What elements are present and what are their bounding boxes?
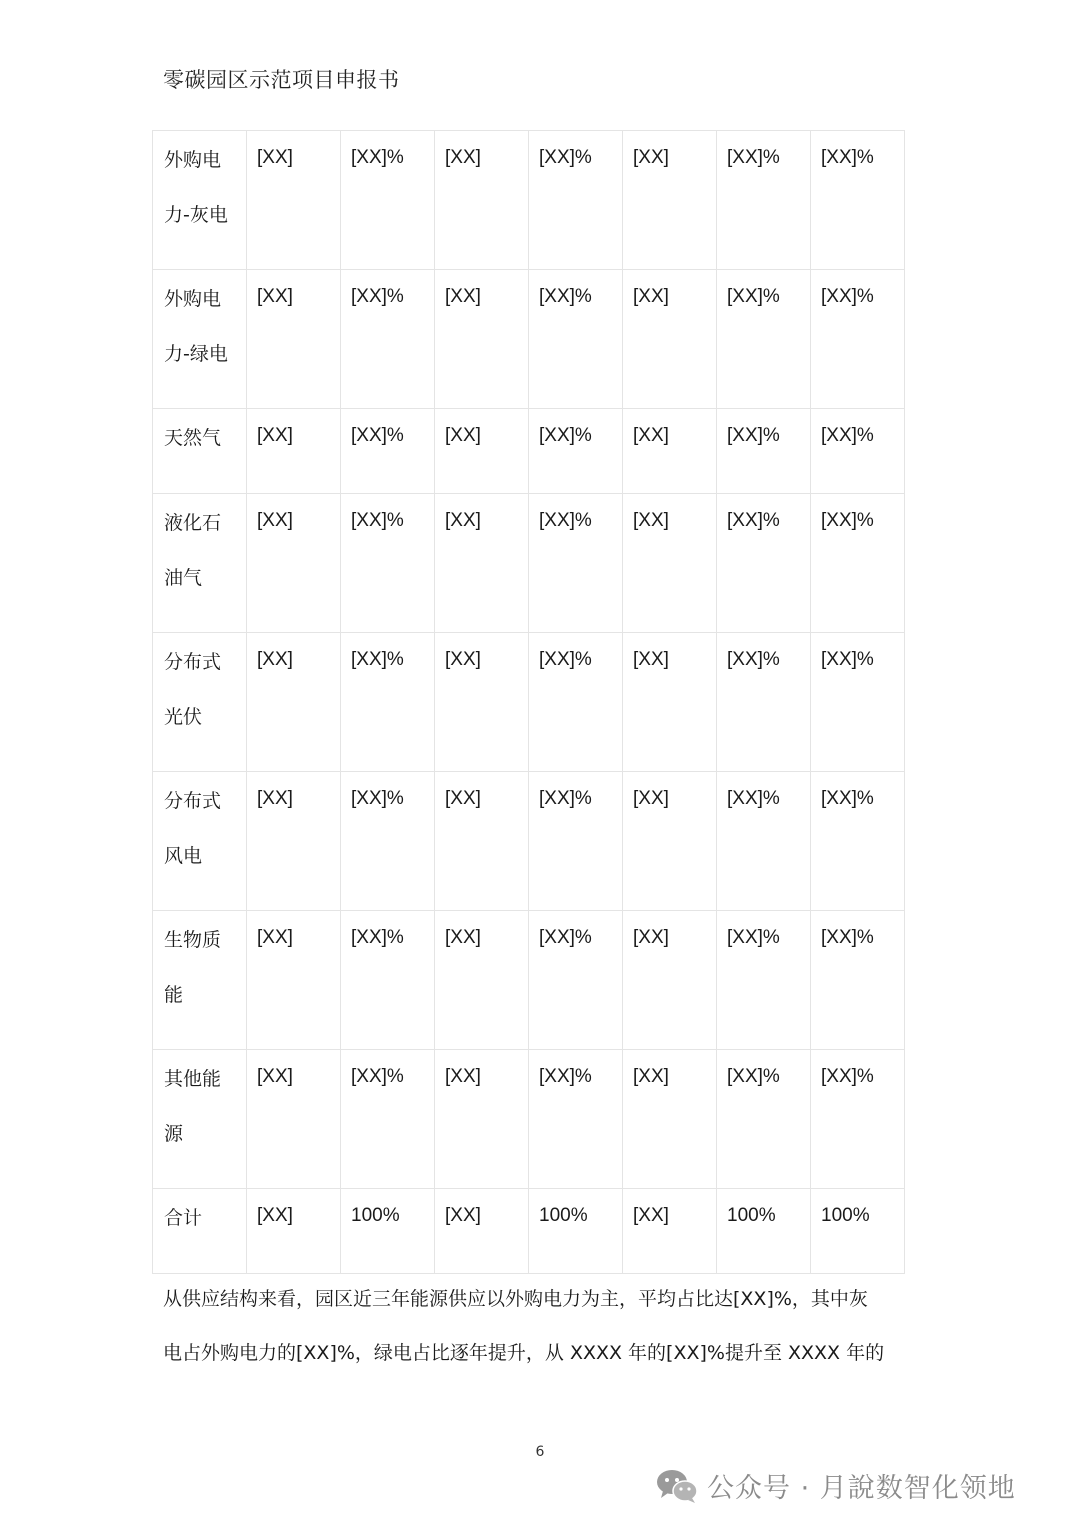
- table-cell: [XX]: [247, 1189, 341, 1274]
- watermark-text: 公众号 · 月說数智化领地: [707, 1473, 1016, 1504]
- table-cell: [XX]%: [811, 1050, 905, 1189]
- table-cell: [XX]%: [717, 409, 811, 494]
- table-cell: [XX]%: [811, 409, 905, 494]
- table-cell: 100%: [529, 1189, 623, 1274]
- table-cell: [XX]%: [529, 772, 623, 911]
- table-cell: [XX]: [435, 1189, 529, 1274]
- row-label: 合计: [153, 1189, 247, 1274]
- table-cell: [XX]%: [529, 131, 623, 270]
- table-cell: [XX]%: [811, 131, 905, 270]
- table-cell: [XX]: [435, 911, 529, 1050]
- table-cell: [XX]%: [717, 494, 811, 633]
- table-cell: [XX]: [623, 911, 717, 1050]
- table-cell: [XX]%: [341, 633, 435, 772]
- row-label: 其他能源: [153, 1050, 247, 1189]
- table-cell: [XX]%: [341, 409, 435, 494]
- table-cell: [XX]%: [717, 131, 811, 270]
- table-cell: [XX]: [623, 1050, 717, 1189]
- table-cell: [XX]: [623, 633, 717, 772]
- table-cell: [XX]: [623, 131, 717, 270]
- table-cell: [XX]: [435, 131, 529, 270]
- table-cell: [XX]%: [811, 911, 905, 1050]
- table-cell: 100%: [341, 1189, 435, 1274]
- table-cell: [XX]%: [717, 911, 811, 1050]
- table-cell: [XX]: [247, 772, 341, 911]
- table-row-lpg: [153, 494, 905, 633]
- table-cell: [XX]: [623, 270, 717, 409]
- table-cell: [XX]: [435, 633, 529, 772]
- body-paragraph: [163, 1272, 903, 1380]
- watermark: [655, 1466, 1016, 1505]
- table-cell: [XX]%: [529, 270, 623, 409]
- table-cell: 100%: [811, 1189, 905, 1274]
- table-cell: [XX]: [247, 270, 341, 409]
- row-label: 外购电力-绿电: [153, 270, 247, 409]
- row-label: 分布式光伏: [153, 633, 247, 772]
- table-cell: [XX]: [247, 409, 341, 494]
- table-cell: [XX]%: [529, 911, 623, 1050]
- row-label: 生物质能: [153, 911, 247, 1050]
- table-cell: [XX]: [435, 270, 529, 409]
- wechat-icon: [655, 1467, 699, 1505]
- table-cell: [XX]%: [341, 270, 435, 409]
- table-cell: [XX]%: [717, 270, 811, 409]
- table-cell: [XX]: [623, 1189, 717, 1274]
- table-row-natural-gas: [153, 409, 905, 494]
- table-row-distributed-pv: [153, 633, 905, 772]
- table-cell: [XX]: [247, 911, 341, 1050]
- table-cell: [XX]%: [341, 772, 435, 911]
- table-cell: [XX]%: [341, 494, 435, 633]
- table-cell: [XX]: [247, 494, 341, 633]
- row-label: 分布式风电: [153, 772, 247, 911]
- table-cell: [XX]: [623, 494, 717, 633]
- table-cell: [XX]%: [811, 772, 905, 911]
- table-row-grid-power: [153, 131, 905, 270]
- table-cell: [XX]%: [717, 633, 811, 772]
- paragraph-line: 电占外购电力的[XX]%，绿电占比逐年提升，从 XXXX 年的[XX]%提升至 XXXX 年的: [163, 1342, 885, 1364]
- table-cell: [XX]%: [529, 633, 623, 772]
- table-row-biomass: [153, 911, 905, 1050]
- table-cell: [XX]%: [341, 131, 435, 270]
- table-cell: [XX]: [623, 772, 717, 911]
- table-cell: [XX]%: [811, 494, 905, 633]
- paragraph-line: 从供应结构来看，园区近三年能源供应以外购电力为主，平均占比达[XX]%，其中灰: [163, 1288, 868, 1310]
- table-cell: 100%: [717, 1189, 811, 1274]
- table-row-green-power: [153, 270, 905, 409]
- document-header-title: 零碳园区示范项目申报书: [163, 68, 400, 92]
- table-cell: [XX]: [247, 633, 341, 772]
- table-cell: [XX]: [435, 494, 529, 633]
- table-cell: [XX]%: [811, 633, 905, 772]
- table-cell: [XX]: [247, 1050, 341, 1189]
- table-cell: [XX]: [435, 1050, 529, 1189]
- table-cell: [XX]%: [529, 409, 623, 494]
- table-row-total: [153, 1189, 905, 1274]
- row-label: 液化石油气: [153, 494, 247, 633]
- table-row-other-energy: [153, 1050, 905, 1189]
- table-cell: [XX]%: [717, 1050, 811, 1189]
- table-cell: [XX]%: [717, 772, 811, 911]
- table-cell: [XX]: [435, 772, 529, 911]
- table-cell: [XX]: [247, 131, 341, 270]
- table-cell: [XX]: [623, 409, 717, 494]
- table-cell: [XX]: [435, 409, 529, 494]
- table-cell: [XX]%: [811, 270, 905, 409]
- energy-supply-table: [152, 130, 905, 1274]
- row-label: 天然气: [153, 409, 247, 494]
- table-cell: [XX]%: [529, 1050, 623, 1189]
- row-label: 外购电力-灰电: [153, 131, 247, 270]
- table-row-distributed-wind: [153, 772, 905, 911]
- table-cell: [XX]%: [529, 494, 623, 633]
- table-cell: [XX]%: [341, 1050, 435, 1189]
- page-number: 6: [535, 1444, 545, 1460]
- table-cell: [XX]%: [341, 911, 435, 1050]
